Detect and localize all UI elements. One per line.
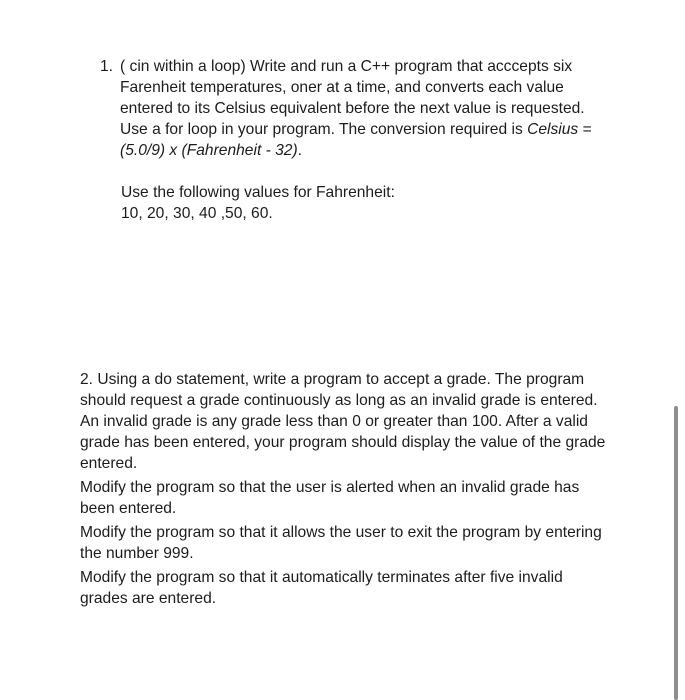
question-2-modify-1: Modify the program so that the user is alerted when an invalid grade has been entered. [80,479,580,517]
vertical-scrollbar[interactable] [674,406,678,700]
question-1 [100,56,600,161]
values-intro: Use the following values for Fahrenheit: [121,184,395,201]
formula-end: . [297,142,303,159]
question-2-intro: 2. Using a do statement, write a program to accept a grade. The program should request a grade continuously as long as an invalid grade is entered. An invalid grade is any grade less than 0 or greater than 100. After a valid grade has been entered, your program should display the value of the grade entered. [80,371,606,472]
question-1-text [120,56,592,161]
formula-celsius: Celsius [527,121,579,138]
question-2-modify-2: Modify the program so that it allows the user to exit the program by entering the number 999. [80,524,602,562]
question-2-modify-3: Modify the program so that it automatically terminates after five invalid grades are entered. [80,569,563,607]
question-1-values [121,182,561,224]
values-list: 10, 20, 30, 40 ,50, 60. [121,205,273,222]
question-1-number: 1. [100,58,114,75]
formula-expression: (5.0/9) x (Fahrenheit - 32) [120,142,298,159]
question-2 [80,369,610,612]
question-1-prefix: ( cin within a loop) Write and run a C++ program that acccepts six Farenheit temperatures, oner at a time, and converts each value entered to its Celsius equivalent before the next value is requested. Use a for loop in your program. The conversion required is [120,58,585,138]
formula-equals: = [578,121,592,138]
